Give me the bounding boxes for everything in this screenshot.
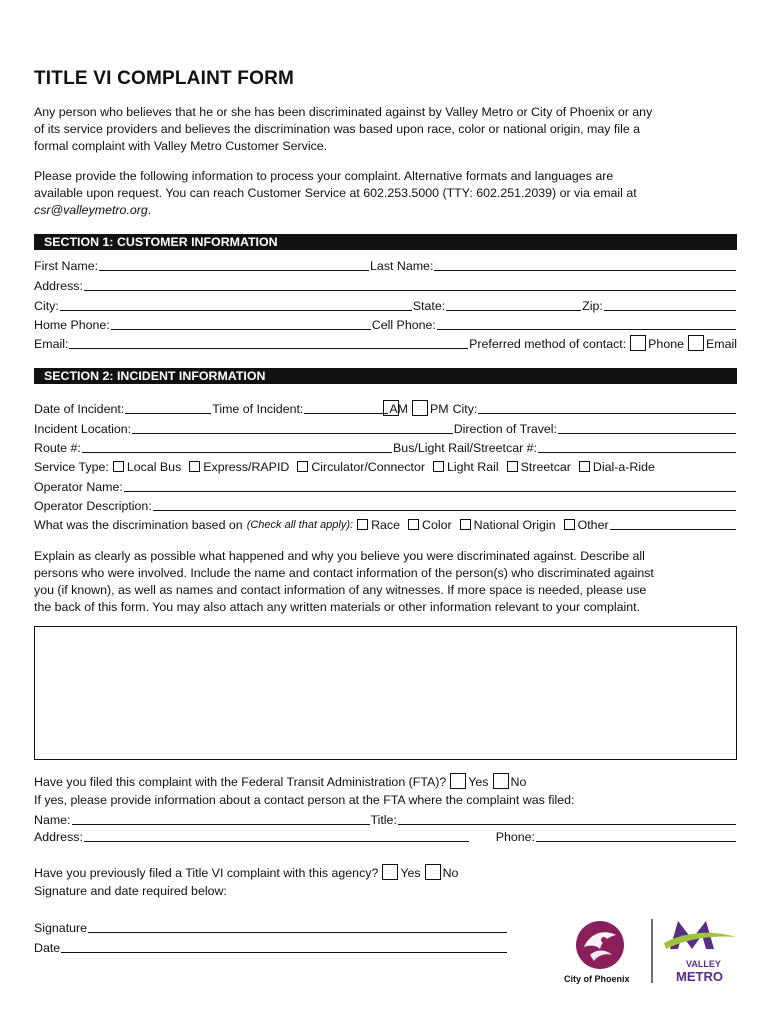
fta-no-label: No	[510, 775, 527, 789]
contact-email[interactable]: csr@valleymetro.org	[34, 203, 148, 217]
operator-desc-field[interactable]	[153, 498, 736, 511]
national-origin-checkbox[interactable]	[460, 519, 471, 530]
address-row	[34, 276, 737, 294]
fta-phone-label: Phone:	[495, 830, 535, 844]
express-checkbox[interactable]	[189, 461, 200, 472]
basis-question: What was the discrimination based on	[34, 518, 243, 532]
other-checkbox[interactable]	[564, 519, 575, 530]
pm-checkbox[interactable]	[412, 400, 428, 416]
zip-field[interactable]	[604, 298, 736, 311]
fta-name-row	[34, 810, 737, 828]
logos-area	[560, 915, 750, 985]
fta-title-label: Title:	[370, 813, 397, 827]
email-row	[34, 334, 737, 352]
local-bus-label: Local Bus	[126, 460, 182, 474]
operator-desc-row	[34, 496, 737, 514]
instructions-line: Please provide the following information to process your complaint. Alternative formats and languages are	[34, 169, 614, 183]
date-field[interactable]	[61, 940, 507, 953]
email-field[interactable]	[69, 336, 468, 349]
first-name-label: First Name:	[34, 259, 99, 273]
metro-logo-text: METRO	[676, 969, 723, 984]
city-row	[34, 296, 737, 314]
fta-address-label: Address:	[34, 830, 83, 844]
incident-date-field[interactable]	[125, 401, 211, 414]
punctuation: .	[147, 203, 152, 217]
streetcar-checkbox[interactable]	[507, 461, 518, 472]
explain-line: the back of this form. You may also attach any written materials or other information relevant to your complaint.	[34, 600, 641, 614]
section1-header: SECTION 1: CUSTOMER INFORMATION	[34, 234, 737, 250]
incident-city-field[interactable]	[478, 401, 736, 414]
last-name-field[interactable]	[434, 258, 736, 271]
valley-metro-m-icon	[664, 921, 736, 949]
previous-yes-checkbox[interactable]	[382, 864, 398, 880]
fta-followup-row	[34, 790, 737, 808]
light-rail-label: Light Rail	[446, 460, 499, 474]
incident-time-label: Time of Incident:	[212, 402, 304, 416]
contact-phone-checkbox[interactable]	[630, 335, 646, 351]
local-bus-checkbox[interactable]	[113, 461, 124, 472]
fta-address-field[interactable]	[84, 829, 469, 842]
explain-line: Explain as clearly as possible what happened and why you believe you were discriminated against. Describe all	[34, 549, 645, 563]
previous-no-checkbox[interactable]	[425, 864, 441, 880]
incident-city-label: City:	[452, 402, 478, 416]
dial-a-ride-label: Dial-a-Ride	[592, 460, 655, 474]
fta-question: Have you filed this complaint with the Federal Transit Administration (FTA)?	[34, 775, 447, 789]
previous-question-row	[34, 863, 737, 881]
fta-title-field[interactable]	[398, 812, 736, 825]
incident-date-label: Date of Incident:	[34, 402, 125, 416]
route-field[interactable]	[82, 440, 392, 453]
preferred-contact-label: Preferred method of contact:	[469, 337, 627, 351]
service-type-label: Service Type:	[34, 460, 109, 474]
incident-date-row	[34, 399, 737, 417]
instructions-line: available upon request. You can reach Customer Service at 602.253.5000 (TTY: 602.251.2039) or via email at	[34, 186, 637, 200]
contact-email-label: Email	[706, 337, 737, 351]
basis-hint: (Check all that apply):	[246, 519, 354, 531]
other-label: Other	[577, 518, 609, 532]
light-rail-checkbox[interactable]	[433, 461, 444, 472]
phoenix-bird-icon	[576, 921, 624, 969]
intro-line: formal complaint with Valley Metro Customer Service.	[34, 139, 328, 153]
fta-yes-checkbox[interactable]	[450, 773, 466, 789]
race-checkbox[interactable]	[357, 519, 368, 530]
intro-paragraph	[34, 104, 739, 155]
intro-line: Any person who believes that he or she has been discriminated against by Valley Metro or City of Phoenix or any	[34, 105, 653, 119]
signature-row	[34, 918, 508, 936]
address-field[interactable]	[84, 278, 736, 291]
location-row	[34, 419, 737, 437]
fta-address-row	[34, 827, 737, 845]
operator-name-label: Operator Name:	[34, 480, 123, 494]
state-label: State:	[412, 299, 446, 313]
email-label: Email:	[34, 337, 69, 351]
contact-phone-label: Phone	[648, 337, 685, 351]
operator-name-row	[34, 477, 737, 495]
service-type-row	[34, 457, 737, 475]
pm-label: PM	[429, 402, 449, 416]
signature-label: Signature	[34, 921, 88, 935]
zip-label: Zip:	[582, 299, 603, 313]
fta-question-row	[34, 772, 737, 790]
basis-row	[34, 515, 737, 533]
route-row	[34, 438, 737, 456]
contact-email-checkbox[interactable]	[688, 335, 704, 351]
address-label: Address:	[34, 279, 83, 293]
form-title: TITLE VI COMPLAINT FORM	[34, 68, 295, 89]
last-name-label: Last Name:	[370, 259, 434, 273]
fta-phone-field[interactable]	[536, 829, 736, 842]
valley-logo-text: VALLEY	[686, 959, 721, 969]
operator-name-field[interactable]	[124, 479, 736, 492]
vehicle-label: Bus/Light Rail/Streetcar #:	[393, 441, 537, 455]
race-label: Race	[371, 518, 401, 532]
direction-label: Direction of Travel:	[453, 422, 557, 436]
previous-yes-label: Yes	[400, 866, 421, 880]
complaint-description-box[interactable]	[34, 626, 737, 760]
previous-no-label: No	[442, 866, 459, 880]
city-label: City:	[34, 299, 59, 313]
phoenix-logo-text: City of Phoenix	[564, 974, 630, 984]
circulator-label: Circulator/Connector	[311, 460, 425, 474]
am-label: AM	[389, 402, 408, 416]
fta-yes-label: Yes	[468, 775, 489, 789]
incident-time-field[interactable]	[304, 401, 388, 414]
intro-line: of its service providers and believes the discrimination was based upon race, color or national origin, may file a	[34, 122, 641, 136]
route-label: Route #:	[34, 441, 81, 455]
name-row	[34, 256, 737, 274]
color-label: Color	[422, 518, 452, 532]
instructions-paragraph	[34, 168, 739, 219]
signature-note-row	[34, 881, 737, 899]
other-field[interactable]	[610, 517, 736, 530]
logos-graphic	[560, 915, 750, 985]
circulator-checkbox[interactable]	[297, 461, 308, 472]
express-label: Express/RAPID	[203, 460, 290, 474]
color-checkbox[interactable]	[408, 519, 419, 530]
direction-field[interactable]	[558, 421, 736, 434]
streetcar-label: Streetcar	[520, 460, 571, 474]
phone-row	[34, 315, 737, 333]
date-row	[34, 938, 508, 956]
fta-name-label: Name:	[34, 813, 71, 827]
home-phone-field[interactable]	[111, 317, 371, 330]
cell-phone-label: Cell Phone:	[371, 318, 436, 332]
home-phone-label: Home Phone:	[34, 318, 110, 332]
city-field[interactable]	[60, 298, 412, 311]
fta-no-checkbox[interactable]	[493, 773, 509, 789]
incident-location-field[interactable]	[132, 421, 453, 434]
fta-followup: If yes, please provide information about a contact person at the FTA where the complaint was filed:	[34, 793, 575, 807]
explain-line: you (if known), as well as names and contact information of any witnesses. If more space is needed, please use	[34, 583, 647, 597]
previous-question: Have you previously filed a Title VI complaint with this agency?	[34, 866, 379, 880]
state-field[interactable]	[446, 298, 581, 311]
national-origin-label: National Origin	[473, 518, 556, 532]
explain-line: persons who were involved. Include the name and contact information of the person(s) who discriminated against	[34, 566, 654, 580]
section2-header: SECTION 2: INCIDENT INFORMATION	[34, 368, 737, 384]
date-label: Date	[34, 941, 61, 955]
incident-location-label: Incident Location:	[34, 422, 132, 436]
signature-field[interactable]	[88, 920, 507, 933]
explain-paragraph	[34, 548, 739, 616]
dial-a-ride-checkbox[interactable]	[579, 461, 590, 472]
first-name-field[interactable]	[99, 258, 369, 271]
cell-phone-field[interactable]	[437, 317, 736, 330]
signature-note: Signature and date required below:	[34, 884, 227, 898]
operator-desc-label: Operator Description:	[34, 499, 152, 513]
vehicle-field[interactable]	[538, 440, 736, 453]
fta-name-field[interactable]	[72, 812, 370, 825]
